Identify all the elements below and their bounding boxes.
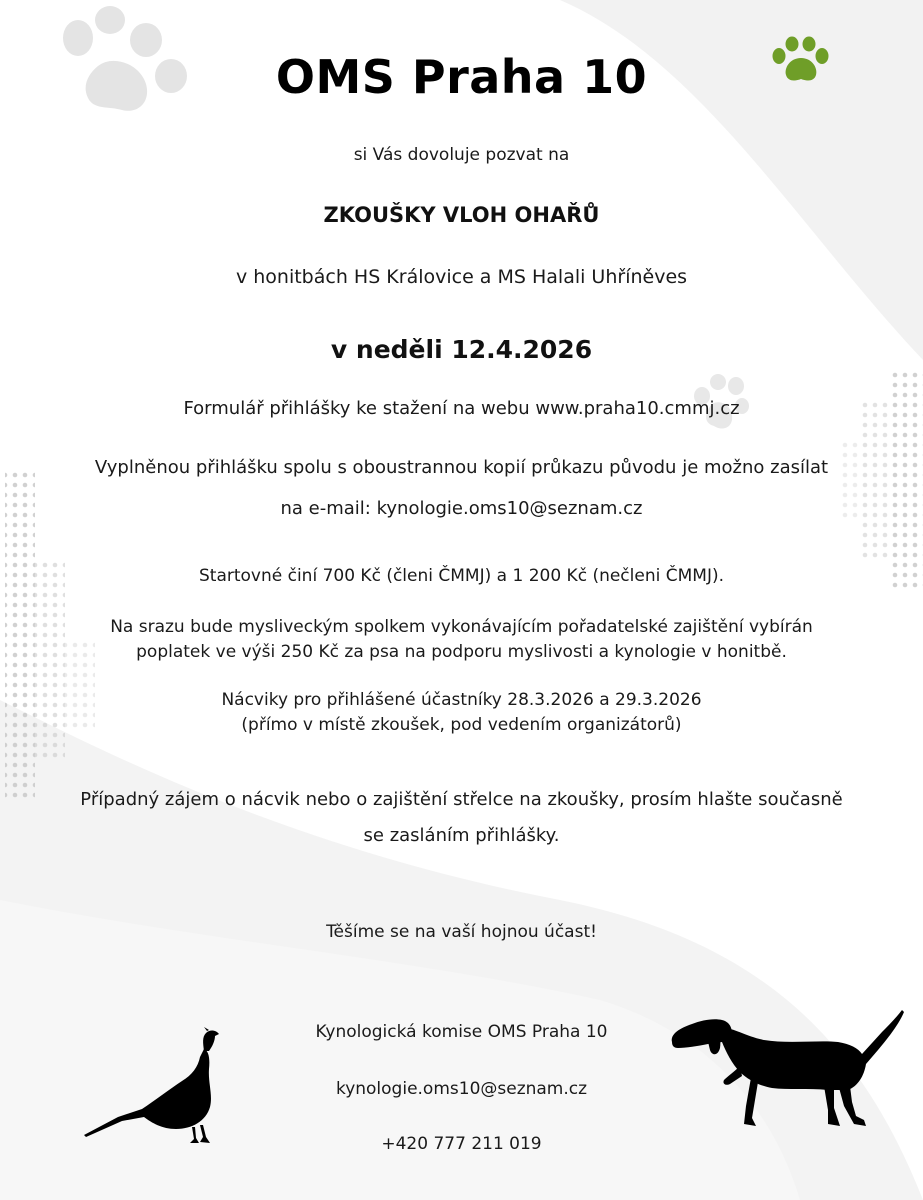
send-email-text: na e-mail: kynologie.oms10@seznam.cz: [280, 498, 643, 519]
footer-phone: +420 777 211 019: [381, 1134, 542, 1154]
training-line-2: (přímo v místě zkoušek, pod vedením organizátorů): [241, 715, 682, 735]
interest-line-2: se zasláním přihlášky.: [363, 825, 560, 846]
levy-line-2: poplatek ve výši 250 Kč za psa na podporu myslivosti a kynologie v honitbě.: [136, 642, 787, 662]
pointer-dog-icon: [668, 1006, 908, 1131]
training-line-1: Nácviky pro přihlášené účastníky 28.3.2026 a 29.3.2026: [221, 690, 702, 710]
invite-text: si Vás dovoluje pozvat na: [353, 145, 570, 165]
committee-name: Kynologická komise OMS Praha 10: [315, 1022, 608, 1042]
closing-text: Těšíme se na vaší hojnou účast!: [326, 922, 597, 942]
fee-text: Startovné činí 700 Kč (členi ČMMJ) a 1 200 Kč (nečleni ČMMJ).: [198, 566, 724, 586]
send-application-text: Vyplněnou přihlášku spolu s oboustrannou kopií průkazu původu je možno zasílat: [94, 457, 829, 478]
form-download-text: Formulář přihlášky ke stažení na webu www.praha10.cmmj.cz: [183, 398, 740, 419]
interest-line-1: Případný zájem o nácvik nebo o zajištění střelce na zkoušky, prosím hlašte současně: [80, 789, 843, 810]
event-date: v neděli 12.4.2026: [330, 335, 593, 364]
page-title: OMS Praha 10: [275, 50, 648, 104]
pheasant-icon: [82, 1025, 227, 1145]
event-name: ZKOUŠKY VLOH OHAŘŮ: [323, 203, 600, 227]
levy-line-1: Na srazu bude mysliveckým spolkem vykonávajícím pořadatelské zajištění vybírán: [110, 617, 813, 637]
event-location: v honitbách HS Královice a MS Halali Uhříněves: [235, 266, 688, 288]
footer-email: kynologie.oms10@seznam.cz: [335, 1079, 588, 1099]
